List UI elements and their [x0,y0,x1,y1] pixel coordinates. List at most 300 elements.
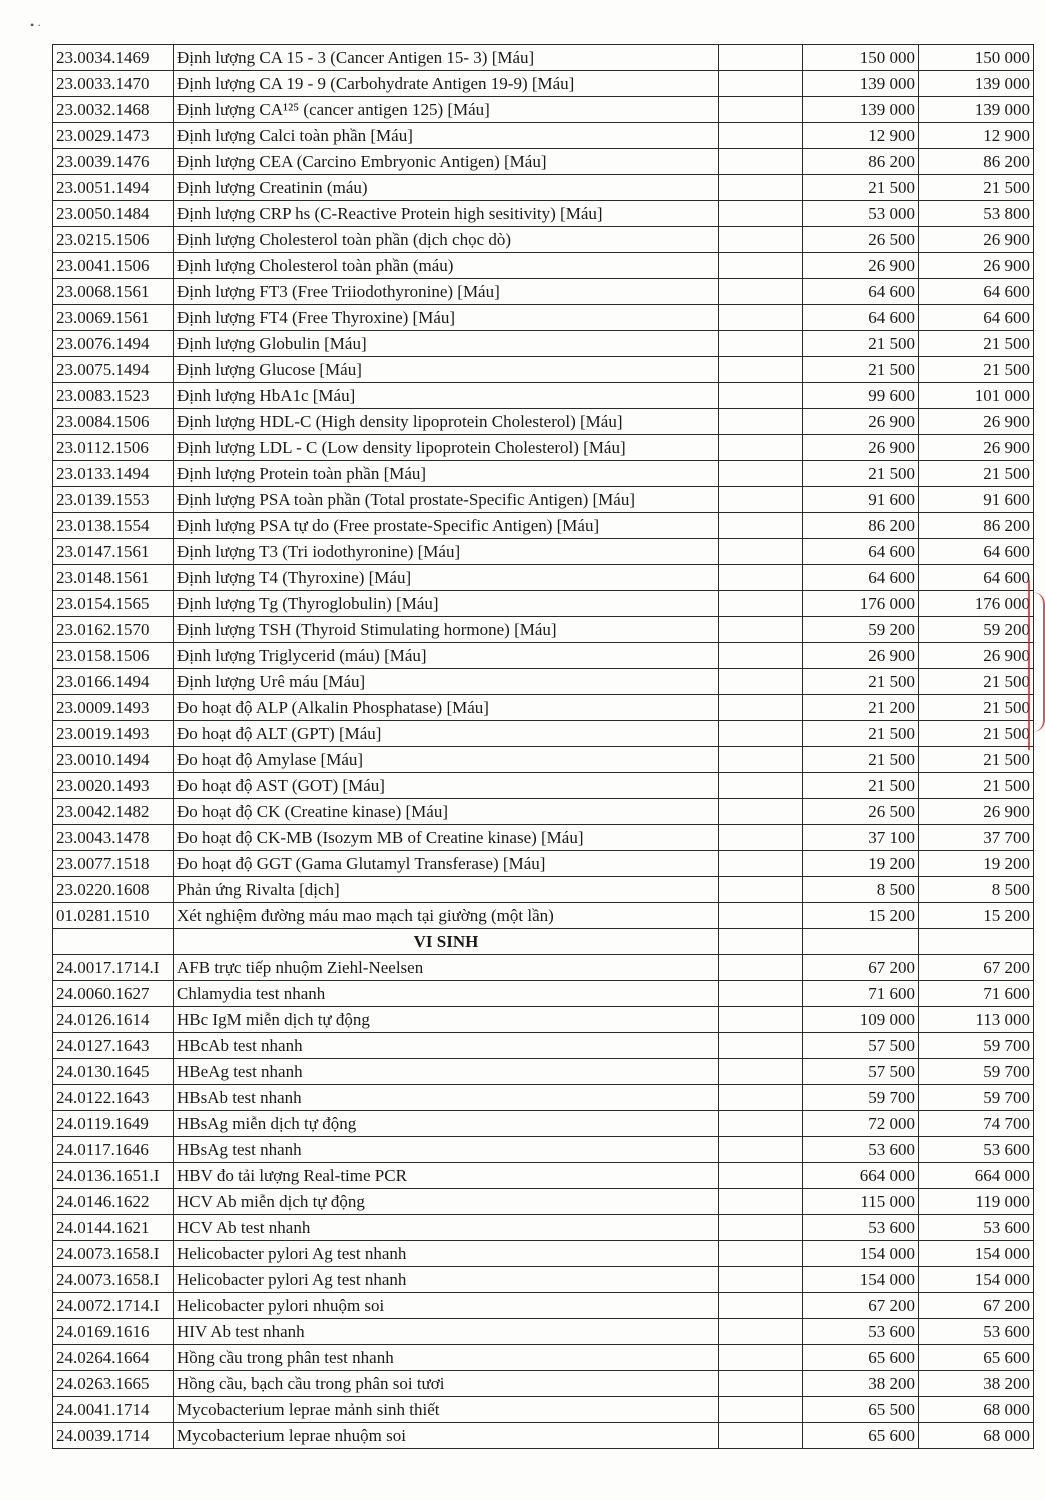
price-cell-2: 21 500 [919,721,1034,747]
price-cell-2: 59 700 [919,1033,1034,1059]
name-cell: Xét nghiệm đường máu mao mạch tại giường (một lần) [174,903,719,929]
table-row [53,695,1034,721]
price-cell-1: 21 500 [803,331,919,357]
empty-cell [719,97,803,123]
table-row [53,851,1034,877]
table-row [53,721,1034,747]
name-cell: Đo hoạt độ GGT (Gama Glutamyl Transferase) [Máu] [174,851,719,877]
price-cell-1: 26 900 [803,409,919,435]
table-row [53,747,1034,773]
empty-cell [719,1033,803,1059]
price-cell-2: 15 200 [919,903,1034,929]
empty-cell [719,851,803,877]
price-cell-1: 64 600 [803,279,919,305]
code-cell: 24.0117.1646 [53,1137,174,1163]
price-cell-2: 8 500 [919,877,1034,903]
price-cell-2: 154 000 [919,1267,1034,1293]
name-cell: Định lượng CA 19 - 9 (Carbohydrate Antigen 19-9) [Máu] [174,71,719,97]
code-cell: 01.0281.1510 [53,903,174,929]
code-cell: 23.0154.1565 [53,591,174,617]
empty-cell [719,1007,803,1033]
price-cell-2: 86 200 [919,513,1034,539]
name-cell: Định lượng Urê máu [Máu] [174,669,719,695]
price-cell-2: 53 600 [919,1319,1034,1345]
price-table [52,44,1034,1449]
price-cell-1: 21 500 [803,357,919,383]
table-row [53,1085,1034,1111]
table-row [53,565,1034,591]
price-cell-1: 65 500 [803,1397,919,1423]
table-row [53,97,1034,123]
section-empty-cell [919,929,1034,955]
price-cell-1: 115 000 [803,1189,919,1215]
name-cell: Đo hoạt độ Amylase [Máu] [174,747,719,773]
price-cell-1: 64 600 [803,305,919,331]
code-cell: 24.0136.1651.I [53,1163,174,1189]
price-cell-2: 113 000 [919,1007,1034,1033]
table-row [53,877,1034,903]
name-cell: Định lượng Tg (Thyroglobulin) [Máu] [174,591,719,617]
empty-cell [719,721,803,747]
name-cell: Hồng cầu, bạch cầu trong phân soi tươi [174,1371,719,1397]
empty-cell [719,435,803,461]
price-cell-2: 59 700 [919,1059,1034,1085]
price-cell-2: 26 900 [919,253,1034,279]
code-cell: 23.0148.1561 [53,565,174,591]
code-cell: 23.0041.1506 [53,253,174,279]
empty-cell [719,1111,803,1137]
code-cell: 23.0043.1478 [53,825,174,851]
empty-cell [719,591,803,617]
code-cell: 24.0073.1658.I [53,1241,174,1267]
table-row [53,773,1034,799]
empty-cell [719,1059,803,1085]
code-cell: 23.0220.1608 [53,877,174,903]
price-cell-2: 21 500 [919,773,1034,799]
price-cell-1: 53 600 [803,1215,919,1241]
price-cell-2: 74 700 [919,1111,1034,1137]
empty-cell [719,1319,803,1345]
table-row [53,1397,1034,1423]
empty-cell [719,279,803,305]
price-cell-2: 21 500 [919,695,1034,721]
price-cell-1: 86 200 [803,513,919,539]
empty-cell [719,617,803,643]
table-row [53,305,1034,331]
code-cell: 23.0076.1494 [53,331,174,357]
name-cell: HBsAg miễn dịch tự động [174,1111,719,1137]
empty-cell [719,539,803,565]
table-row [53,1215,1034,1241]
price-cell-2: 65 600 [919,1345,1034,1371]
code-cell: 23.0032.1468 [53,97,174,123]
scan-speck: • · [30,18,42,32]
name-cell: Helicobacter pylori Ag test nhanh [174,1267,719,1293]
price-cell-1: 21 500 [803,721,919,747]
name-cell: HCV Ab miễn dịch tự động [174,1189,719,1215]
table-row [53,799,1034,825]
empty-cell [719,825,803,851]
code-cell: 23.0042.1482 [53,799,174,825]
empty-cell [719,1345,803,1371]
price-cell-1: 65 600 [803,1345,919,1371]
price-cell-1: 67 200 [803,955,919,981]
name-cell: Định lượng Globulin [Máu] [174,331,719,357]
table-row [53,175,1034,201]
price-cell-2: 21 500 [919,747,1034,773]
empty-cell [719,305,803,331]
table-row [53,71,1034,97]
empty-cell [719,71,803,97]
table-row [53,45,1034,71]
table-row [53,617,1034,643]
empty-cell [719,513,803,539]
section-empty-cell [803,929,919,955]
code-cell: 23.0019.1493 [53,721,174,747]
table-row [53,331,1034,357]
name-cell: Mycobacterium leprae nhuộm soi [174,1423,719,1449]
price-cell-2: 21 500 [919,461,1034,487]
section-code-cell [53,929,174,955]
code-cell: 24.0041.1714 [53,1397,174,1423]
price-cell-2: 26 900 [919,227,1034,253]
name-cell: HCV Ab test nhanh [174,1215,719,1241]
price-cell-1: 53 000 [803,201,919,227]
price-cell-2: 12 900 [919,123,1034,149]
code-cell: 24.0122.1643 [53,1085,174,1111]
price-cell-1: 67 200 [803,1293,919,1319]
name-cell: Định lượng CRP hs (C-Reactive Protein high sesitivity) [Máu] [174,201,719,227]
price-cell-1: 72 000 [803,1111,919,1137]
empty-cell [719,773,803,799]
code-cell: 24.0130.1645 [53,1059,174,1085]
price-cell-1: 664 000 [803,1163,919,1189]
price-cell-2: 176 000 [919,591,1034,617]
price-cell-1: 21 500 [803,773,919,799]
name-cell: Chlamydia test nhanh [174,981,719,1007]
price-cell-2: 21 500 [919,175,1034,201]
table-row [53,903,1034,929]
price-cell-1: 64 600 [803,539,919,565]
empty-cell [719,253,803,279]
price-cell-1: 154 000 [803,1241,919,1267]
empty-cell [719,175,803,201]
name-cell: Đo hoạt độ CK-MB (Isozym MB of Creatine kinase) [Máu] [174,825,719,851]
price-cell-1: 53 600 [803,1137,919,1163]
empty-cell [719,487,803,513]
code-cell: 24.0144.1621 [53,1215,174,1241]
price-cell-1: 53 600 [803,1319,919,1345]
empty-cell [719,955,803,981]
price-cell-2: 59 700 [919,1085,1034,1111]
price-cell-2: 119 000 [919,1189,1034,1215]
table-row [53,669,1034,695]
code-cell: 24.0119.1649 [53,1111,174,1137]
empty-cell [719,1241,803,1267]
name-cell: Đo hoạt độ AST (GOT) [Máu] [174,773,719,799]
code-cell: 23.0138.1554 [53,513,174,539]
empty-cell [719,357,803,383]
empty-cell [719,1371,803,1397]
price-cell-1: 21 200 [803,695,919,721]
table-row [53,1371,1034,1397]
name-cell: Định lượng PSA tự do (Free prostate-Specific Antigen) [Máu] [174,513,719,539]
table-row [53,643,1034,669]
code-cell: 23.0010.1494 [53,747,174,773]
price-cell-2: 37 700 [919,825,1034,851]
price-cell-1: 21 500 [803,175,919,201]
empty-cell [719,1293,803,1319]
price-cell-1: 26 900 [803,435,919,461]
price-cell-2: 67 200 [919,1293,1034,1319]
price-cell-2: 101 000 [919,383,1034,409]
table-row [53,1189,1034,1215]
name-cell: Định lượng CEA (Carcino Embryonic Antigen) [Máu] [174,149,719,175]
empty-cell [719,643,803,669]
name-cell: Định lượng CA 15 - 3 (Cancer Antigen 15- 3) [Máu] [174,45,719,71]
code-cell: 23.0033.1470 [53,71,174,97]
table-row [53,591,1034,617]
name-cell: HBeAg test nhanh [174,1059,719,1085]
code-cell: 24.0169.1616 [53,1319,174,1345]
code-cell: 23.0068.1561 [53,279,174,305]
empty-cell [719,877,803,903]
name-cell: AFB trực tiếp nhuộm Ziehl-Neelsen [174,955,719,981]
empty-cell [719,201,803,227]
price-cell-1: 19 200 [803,851,919,877]
empty-cell [719,747,803,773]
name-cell: Định lượng Glucose [Máu] [174,357,719,383]
table-row [53,1345,1034,1371]
code-cell: 24.0127.1643 [53,1033,174,1059]
code-cell: 23.0112.1506 [53,435,174,461]
price-cell-2: 67 200 [919,955,1034,981]
table-row [53,1423,1034,1449]
name-cell: Định lượng T4 (Thyroxine) [Máu] [174,565,719,591]
code-cell: 24.0126.1614 [53,1007,174,1033]
price-cell-2: 64 600 [919,565,1034,591]
price-cell-1: 150 000 [803,45,919,71]
table-row [53,1111,1034,1137]
name-cell: Định lượng FT3 (Free Triiodothyronine) [Máu] [174,279,719,305]
table-row [53,1059,1034,1085]
price-cell-2: 91 600 [919,487,1034,513]
price-cell-2: 664 000 [919,1163,1034,1189]
name-cell: Định lượng CA¹²⁵ (cancer antigen 125) [Máu] [174,97,719,123]
price-cell-1: 21 500 [803,461,919,487]
price-cell-2: 64 600 [919,305,1034,331]
price-cell-2: 19 200 [919,851,1034,877]
price-cell-1: 176 000 [803,591,919,617]
name-cell: Định lượng FT4 (Free Thyroxine) [Máu] [174,305,719,331]
price-cell-1: 64 600 [803,565,919,591]
code-cell: 24.0264.1664 [53,1345,174,1371]
price-cell-1: 12 900 [803,123,919,149]
empty-cell [719,903,803,929]
table-row [53,981,1034,1007]
empty-cell [719,799,803,825]
price-cell-1: 59 200 [803,617,919,643]
price-cell-2: 150 000 [919,45,1034,71]
empty-cell [719,1397,803,1423]
empty-cell [719,383,803,409]
name-cell: Hồng cầu trong phân test nhanh [174,1345,719,1371]
price-cell-1: 154 000 [803,1267,919,1293]
empty-cell [719,123,803,149]
name-cell: Định lượng Calci toàn phần [Máu] [174,123,719,149]
code-cell: 23.0009.1493 [53,695,174,721]
price-cell-1: 57 500 [803,1059,919,1085]
name-cell: Định lượng T3 (Tri iodothyronine) [Máu] [174,539,719,565]
price-cell-2: 68 000 [919,1397,1034,1423]
price-cell-1: 26 500 [803,227,919,253]
table-row [53,461,1034,487]
table-row [53,279,1034,305]
price-cell-1: 21 500 [803,747,919,773]
empty-cell [719,227,803,253]
code-cell: 23.0077.1518 [53,851,174,877]
price-cell-1: 65 600 [803,1423,919,1449]
empty-cell [719,1423,803,1449]
name-cell: Định lượng Cholesterol toàn phần (dịch chọc dò) [174,227,719,253]
price-cell-1: 91 600 [803,487,919,513]
name-cell: Helicobacter pylori nhuộm soi [174,1293,719,1319]
code-cell: 23.0084.1506 [53,409,174,435]
empty-cell [719,45,803,71]
price-table-body [53,45,1034,1449]
empty-cell [719,1267,803,1293]
price-list-page [52,44,1033,1449]
price-cell-1: 26 500 [803,799,919,825]
name-cell: HBsAb test nhanh [174,1085,719,1111]
price-cell-1: 21 500 [803,669,919,695]
empty-cell [719,669,803,695]
table-row [53,1267,1034,1293]
table-row [53,435,1034,461]
name-cell: Định lượng TSH (Thyroid Stimulating hormone) [Máu] [174,617,719,643]
table-row [53,487,1034,513]
code-cell: 24.0060.1627 [53,981,174,1007]
price-cell-2: 53 800 [919,201,1034,227]
empty-cell [719,1215,803,1241]
table-row [53,357,1034,383]
name-cell: Định lượng Protein toàn phần [Máu] [174,461,719,487]
table-row [53,1319,1034,1345]
table-row [53,227,1034,253]
name-cell: Định lượng PSA toàn phần (Total prostate-Specific Antigen) [Máu] [174,487,719,513]
price-cell-2: 21 500 [919,669,1034,695]
table-row [53,1241,1034,1267]
price-cell-2: 64 600 [919,539,1034,565]
price-cell-2: 53 600 [919,1137,1034,1163]
name-cell: Định lượng LDL - C (Low density lipoprotein Cholesterol) [Máu] [174,435,719,461]
price-cell-2: 59 200 [919,617,1034,643]
name-cell: Đo hoạt độ ALP (Alkalin Phosphatase) [Máu] [174,695,719,721]
price-cell-2: 21 500 [919,331,1034,357]
empty-cell [719,981,803,1007]
table-row [53,253,1034,279]
code-cell: 23.0133.1494 [53,461,174,487]
empty-cell [719,1085,803,1111]
name-cell: Định lượng Cholesterol toàn phần (máu) [174,253,719,279]
table-row [53,955,1034,981]
empty-cell [719,409,803,435]
name-cell: HBc IgM miễn dịch tự động [174,1007,719,1033]
code-cell: 23.0039.1476 [53,149,174,175]
code-cell: 23.0158.1506 [53,643,174,669]
table-row [53,383,1034,409]
price-cell-1: 38 200 [803,1371,919,1397]
table-row [53,409,1034,435]
price-cell-2: 53 600 [919,1215,1034,1241]
price-cell-2: 38 200 [919,1371,1034,1397]
empty-cell [719,461,803,487]
price-cell-2: 71 600 [919,981,1034,1007]
price-cell-2: 154 000 [919,1241,1034,1267]
empty-cell [719,149,803,175]
price-cell-2: 21 500 [919,357,1034,383]
code-cell: 23.0083.1523 [53,383,174,409]
price-cell-1: 59 700 [803,1085,919,1111]
code-cell: 23.0075.1494 [53,357,174,383]
code-cell: 23.0034.1469 [53,45,174,71]
empty-cell [719,695,803,721]
code-cell: 23.0162.1570 [53,617,174,643]
table-row [53,149,1034,175]
code-cell: 23.0029.1473 [53,123,174,149]
code-cell: 23.0020.1493 [53,773,174,799]
name-cell: Mycobacterium leprae mảnh sinh thiết [174,1397,719,1423]
price-cell-1: 57 500 [803,1033,919,1059]
price-cell-2: 139 000 [919,71,1034,97]
price-cell-2: 68 000 [919,1423,1034,1449]
name-cell: Định lượng Creatinin (máu) [174,175,719,201]
price-cell-2: 139 000 [919,97,1034,123]
name-cell: Đo hoạt độ CK (Creatine kinase) [Máu] [174,799,719,825]
table-row [53,123,1034,149]
code-cell: 23.0050.1484 [53,201,174,227]
price-cell-2: 26 900 [919,643,1034,669]
table-row [53,201,1034,227]
empty-cell [719,331,803,357]
name-cell: HBcAb test nhanh [174,1033,719,1059]
name-cell: Đo hoạt độ ALT (GPT) [Máu] [174,721,719,747]
price-cell-1: 26 900 [803,253,919,279]
empty-cell [719,1189,803,1215]
table-row [53,1033,1034,1059]
price-cell-1: 86 200 [803,149,919,175]
empty-cell [719,565,803,591]
code-cell: 23.0215.1506 [53,227,174,253]
code-cell: 24.0039.1714 [53,1423,174,1449]
name-cell: HBV đo tải lượng Real-time PCR [174,1163,719,1189]
name-cell: HIV Ab test nhanh [174,1319,719,1345]
name-cell: Định lượng Triglycerid (máu) [Máu] [174,643,719,669]
name-cell: Định lượng HDL-C (High density lipoprotein Cholesterol) [Máu] [174,409,719,435]
table-row [53,1137,1034,1163]
price-cell-1: 15 200 [803,903,919,929]
price-cell-1: 139 000 [803,71,919,97]
table-row [53,1163,1034,1189]
price-cell-2: 86 200 [919,149,1034,175]
code-cell: 23.0069.1561 [53,305,174,331]
code-cell: 23.0147.1561 [53,539,174,565]
code-cell: 23.0139.1553 [53,487,174,513]
table-row [53,1007,1034,1033]
table-row [53,539,1034,565]
price-cell-1: 26 900 [803,643,919,669]
name-cell: HBsAg test nhanh [174,1137,719,1163]
